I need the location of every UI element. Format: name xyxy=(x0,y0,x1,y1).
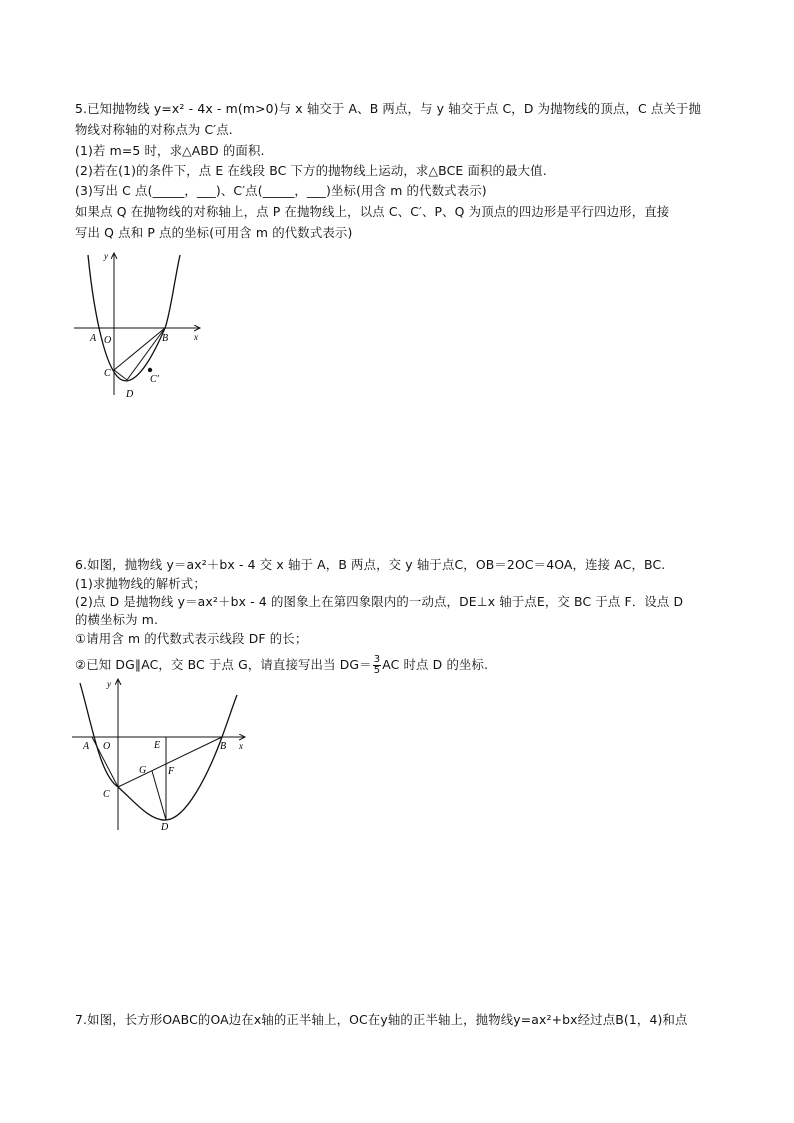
fraction-denominator: 5 xyxy=(373,665,381,676)
fraction-three-fifths xyxy=(373,655,382,676)
label-g: G xyxy=(139,765,147,776)
problem-6-line-6-after: AC 时点 D 的坐标. xyxy=(382,657,489,672)
problem-6-line-6-before: ②已知 DG∥AC，交 BC 于点 G，请直接写出当 DG＝ xyxy=(75,657,372,672)
label-c-prime: C′ xyxy=(150,374,159,385)
point-c-prime xyxy=(148,368,152,372)
segment-bc xyxy=(118,737,222,787)
problem-7-line-1: 7.如图，长方形OABC的OA边在x轴的正半轴上，OC在y轴的正半轴上，抛物线y=ax²+bx经过点B(1，4)和点 xyxy=(75,1012,688,1027)
label-o: O xyxy=(103,741,111,752)
label-b: B xyxy=(220,741,227,752)
label-c: C xyxy=(103,789,110,800)
problem-5-line-3: (1)若 m=5 时，求△ABD 的面积. xyxy=(75,143,265,158)
problem-6-figure xyxy=(70,675,250,835)
problem-5-figure xyxy=(70,245,210,405)
label-a: A xyxy=(83,741,90,752)
fraction-numerator: 3 xyxy=(373,654,381,665)
label-o: O xyxy=(104,335,112,346)
problem-6-line-2: (1)求抛物线的解析式； xyxy=(75,576,206,591)
problem-5-line-7: 写出 Q 点和 P 点的坐标(可用含 m 的代数式表示) xyxy=(75,225,353,240)
segment-dg xyxy=(152,771,166,820)
label-c: C xyxy=(104,368,111,379)
problem-6-line-4: 的横坐标为 m. xyxy=(75,612,159,627)
problem-5-line-4: (2)若在(1)的条件下，点 E 在线段 BC 下方的抛物线上运动，求△BCE 面积的最大值. xyxy=(75,163,547,178)
label-a: A xyxy=(90,333,97,344)
label-d: D xyxy=(161,822,169,833)
label-y: y xyxy=(107,679,111,689)
problem-6-line-1: 6.如图，抛物线 y＝ax²＋bx - 4 交 x 轴于 A，B 两点，交 y 轴于点C，OB＝2OC＝4OA，连接 AC，BC. xyxy=(75,557,666,572)
problem-5-line-1: 5.已知抛物线 y=x² - 4x - m(m>0)与 x 轴交于 A、B 两点，与 y 轴交于点 C，D 为抛物线的顶点，C 点关于抛 xyxy=(75,101,702,116)
problem-5-line-6: 如果点 Q 在抛物线的对称轴上，点 P 在抛物线上，以点 C、C′、P、Q 为顶点的四边形是平行四边形，直接 xyxy=(75,204,670,219)
problem-5-line-2: 物线对称轴的对称点为 C′点. xyxy=(75,122,233,137)
problem-6-line-5: ①请用含 m 的代数式表示线段 DF 的长； xyxy=(75,631,308,646)
label-x: x xyxy=(194,332,198,342)
label-b: B xyxy=(162,333,169,344)
label-y: y xyxy=(104,251,108,261)
problem-5-line-5: (3)写出 C 点(_____，___)、C′点(_____，___)坐标(用含 m 的代数式表示) xyxy=(75,183,487,198)
label-f: F xyxy=(168,766,175,777)
problem-6-line-6 xyxy=(75,655,488,676)
label-d: D xyxy=(126,389,134,400)
label-x: x xyxy=(239,741,243,751)
parabola xyxy=(88,255,180,381)
label-e: E xyxy=(154,740,161,751)
problem-6-line-3: (2)点 D 是抛物线 y＝ax²＋bx - 4 的图象上在第四象限内的一动点，DE⊥x 轴于点E，交 BC 于点 F．设点 D xyxy=(75,594,684,609)
